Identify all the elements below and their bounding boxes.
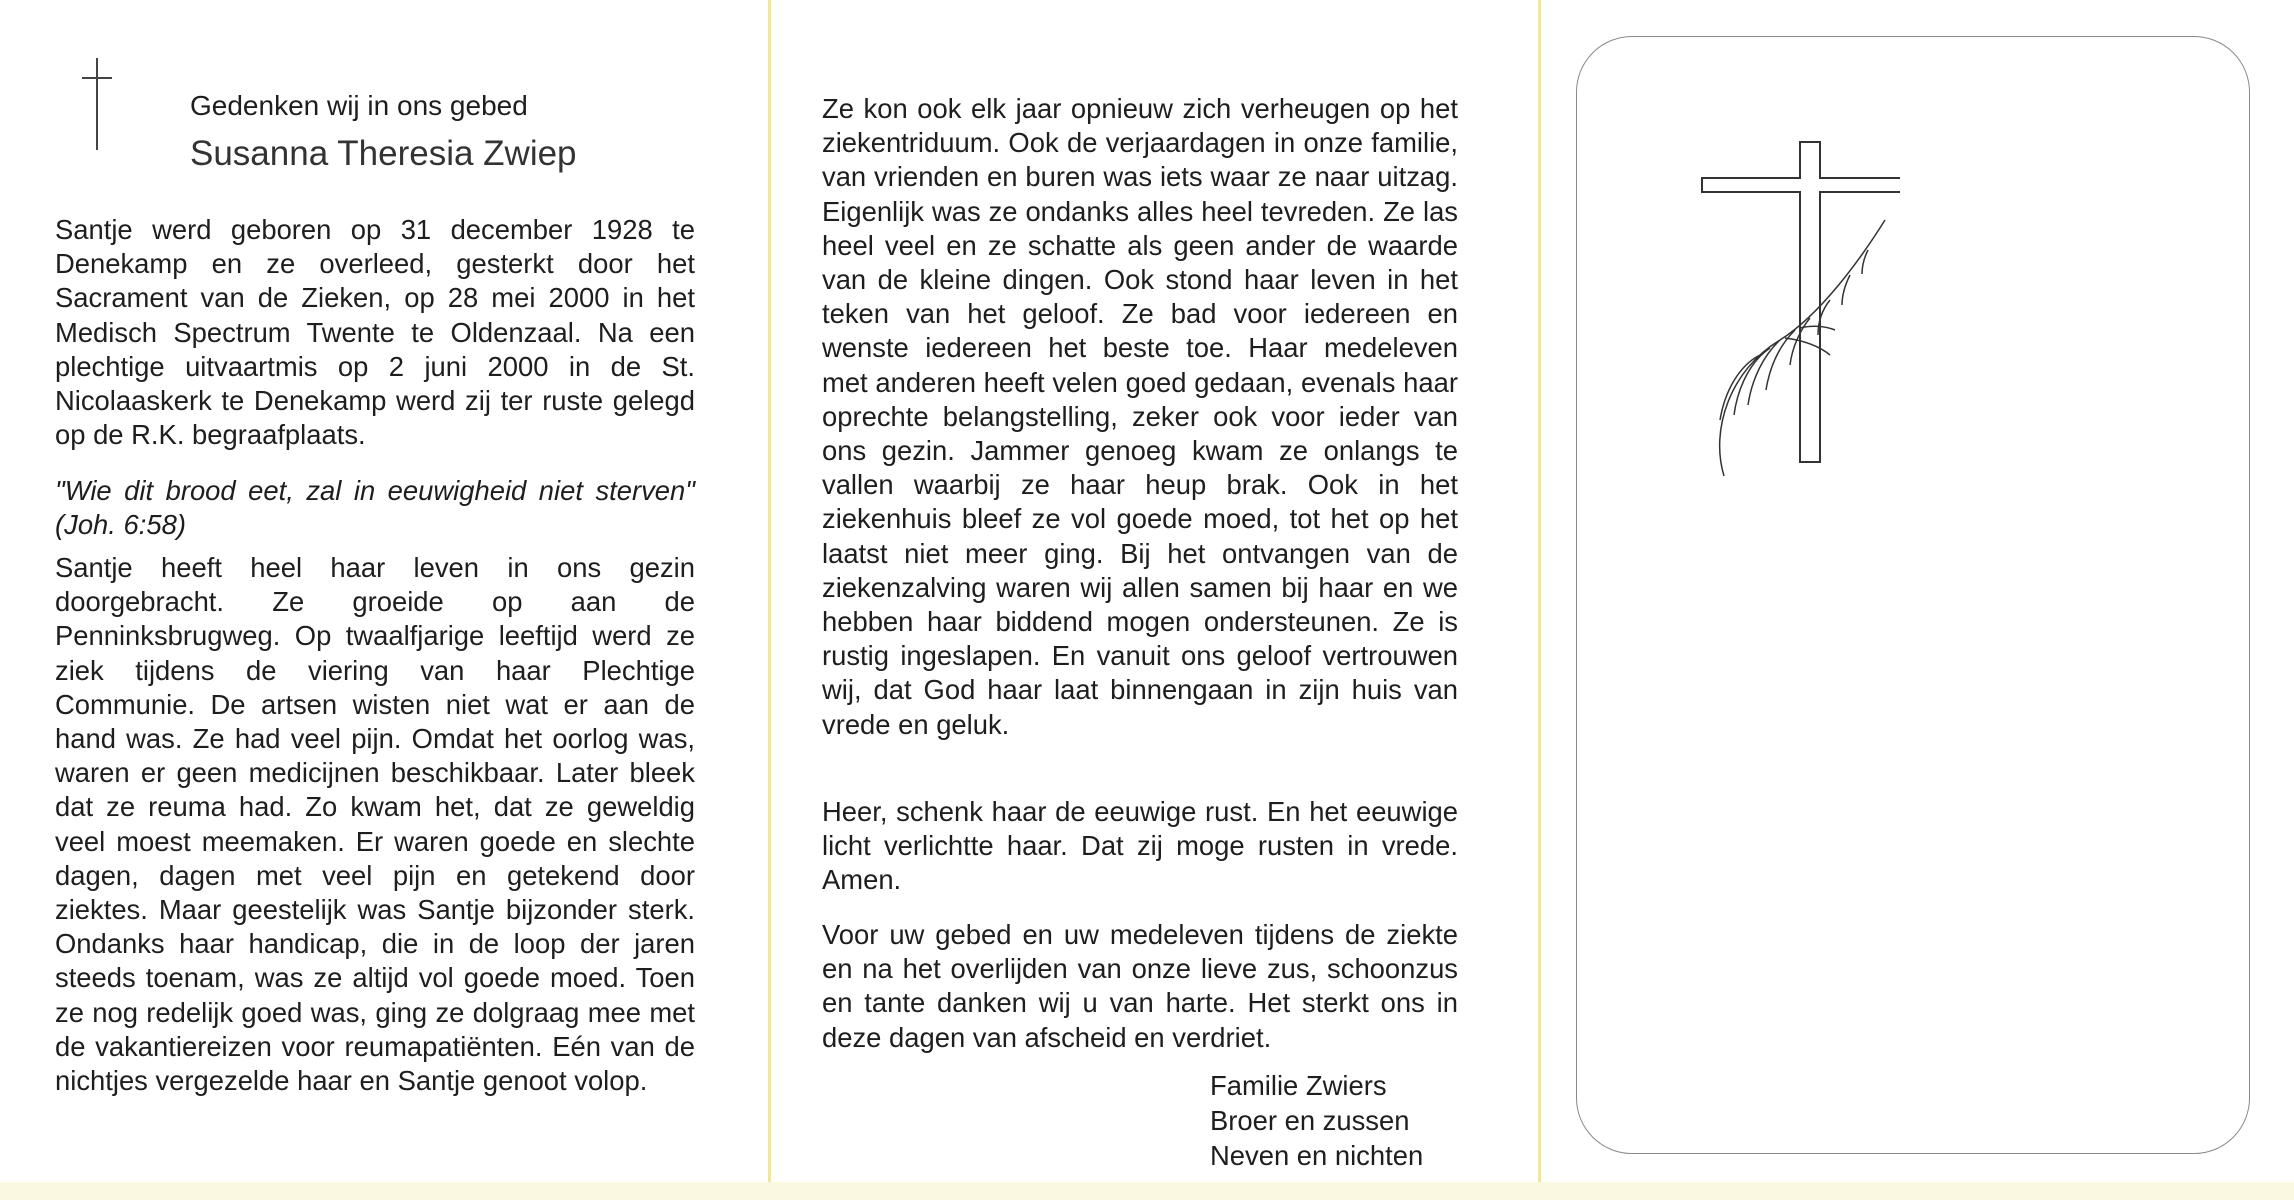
biography-paragraph: Ze kon ook elk jaar opnieuw zich verheugen op het ziekentriduum. Ook de verjaardagen in onze familie, van vrienden en buren was iets waar ze naar uitzag. Eigenlijk was ze ondanks alles heel tevreden. Ze las heel veel en ze schatte als geen ander de waarde van de kleine dingen. Ook stond haar leven in het teken van het geloof. Ze bad voor iedereen en wenste iedereen het beste toe. Haar medeleven met anderen heeft velen goed gedaan, evenals haar oprechte belangstelling, zeker ook voor ieder van ons gezin. Jammer genoeg kwam ze onlangs te vallen waarbij ze haar heup brak. Ook in het ziekenhuis bleef ze vol goede moed, tot het op het laatst niet meer ging. Bij het ontvangen van de ziekenzalving waren wij allen samen bij haar en we hebben haar biddend mogen ondersteunen. Ze is rustig ingeslapen. En vanuit ons geloof vertrouwen wij, dat God haar laat binnengaan in zijn huis van vrede en geluk. [822, 93, 1458, 740]
signature-line: Broer en zussen [1210, 1105, 1410, 1136]
biography-paragraph: Santje heeft heel haar leven in ons gezin doorgebracht. Ze groeide op aan de Penninksbrugweg. Op twaalfjarige leeftijd werd ze ziek tijdens de viering van haar Plechtige Communie. De artsen wisten niet wat er aan de hand was. Ze had veel pijn. Omdat het oorlog was, waren er geen medicijnen beschikbaar. Later bleek dat ze reuma had. Zo kwam het, dat ze geweldig veel moest meemaken. Er waren goede en slechte dagen, dagen met veel pijn en getekend door ziektes. Maar geestelijk was Santje bijzonder sterk. Ondanks haar handicap, die in de loop der jaren steeds toenam, was ze altijd vol goede moed. Toen ze nog redelijk goed was, ging ze dolgraag mee met de vakantiereizen voor reumapatiënten. Eén van de nichtjes vergezelde haar en Santje genoot volop. [55, 552, 695, 1097]
signature-line: Familie Zwiers [1210, 1070, 1387, 1101]
deceased-name: Susanna Theresia Zwiep [190, 134, 577, 173]
image-card [1576, 36, 2250, 1154]
bible-quote: "Wie dit brood eet, zal in eeuwigheid niet sterven" (Joh. 6:58) [55, 475, 695, 541]
remembrance-heading: Gedenken wij in ons gebed [190, 90, 528, 121]
signature-line: Neven en nichten [1210, 1140, 1424, 1171]
cross-with-palm-branch-icon [1700, 140, 1900, 480]
thanks-paragraph: Voor uw gebed en uw medeleven tijdens de ziekte en na het overlijden van onze lieve zus, schoonzus en tante danken wij u van harte. Het sterkt ons in deze dagen van afscheid en verdriet. [822, 919, 1458, 1053]
fold-line [768, 0, 771, 1200]
fold-line [1538, 0, 1541, 1200]
prayer-paragraph: Heer, schenk haar de eeuwige rust. En het eeuwige licht verlichtte haar. Dat zij moge rusten in vrede. Amen. [822, 796, 1458, 896]
family-signature [1210, 1068, 1423, 1173]
biography-paragraph: Santje werd geboren op 31 december 1928 te Denekamp en ze overleed, gesterkt door het Sacrament van de Zieken, op 28 mei 2000 in het Medisch Spectrum Twente te Oldenzaal. Na een plechtige uitvaartmis op 2 juni 2000 in de St. Nicolaaskerk te Denekamp werd zij ter ruste gelegd op de R.K. begraafplaats. [55, 214, 695, 451]
small-cross-icon [82, 58, 112, 150]
paper-edge [0, 1182, 2294, 1200]
